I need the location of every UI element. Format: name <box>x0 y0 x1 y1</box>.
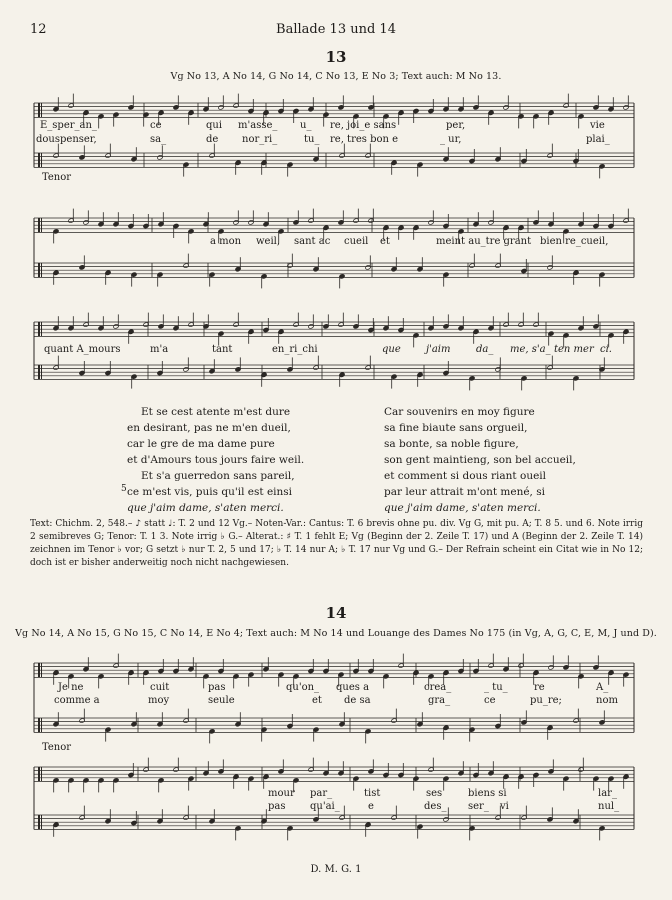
syllable: j'aim <box>426 344 451 355</box>
poem-line: que j'aim dame, s'aten merci. <box>127 502 284 514</box>
poem-line: Car souvenirs en moy figure <box>384 406 535 418</box>
syllable: e <box>368 801 374 812</box>
clef-icon <box>38 767 40 781</box>
b13-tenor-label: Tenor <box>42 172 72 183</box>
running-title: Ballade 13 und 14 <box>276 22 396 37</box>
critical-notes: Text: Chichm. 2, 548.– ♪ statt ♩: T. 2 und 12 Vg.– Noten-Var.: Cantus: T. 6 brevis ohne pu. div. Vg G, mit pu. A; T. 8 5. und 6. Note irrig 2 semibreves G; Tenor: T. 1 3. Note irrig ♭ G.– Alterat.: ♯ T. 1 fehlt E; Vg (Beginn der 2. Zeile T. 17) und A (Beginn der 2. Zeile T. 14) zeichnen im Tenor ♭ vor; G setzt ♭ nur T. 2, 5 und 17; ♭ T. 14 nur A; ♭ T. 17 nur Vg und G.– Der Refrain scheint ein Citat wie in No 12; doch ist er bisher anderweitig noch nicht nachgewiesen. <box>30 519 643 568</box>
syllable: qui <box>206 120 223 131</box>
syllable: re, tres bon e <box>330 134 399 145</box>
syllable: nom <box>596 695 618 706</box>
syllable: gra_ <box>428 695 451 706</box>
poem-line: en desirant, pas ne m'en dueil, <box>127 422 291 434</box>
syllable: Je ne <box>58 682 84 693</box>
clef-icon <box>41 103 42 117</box>
syllable: crea_ <box>424 682 452 693</box>
syllable: m'asse_ <box>238 120 278 131</box>
syllable: quant A_mours <box>44 344 121 355</box>
syllable: tant <box>212 344 233 355</box>
syllable: tist <box>364 788 381 799</box>
syllable: et <box>380 236 390 247</box>
syllable: cuit <box>150 682 170 693</box>
syllable: de <box>206 134 219 145</box>
syllable: biens si <box>468 788 507 799</box>
syllable: A_ <box>596 682 609 693</box>
clef-icon <box>41 718 42 732</box>
ballade-13-number: 13 <box>325 48 347 66</box>
poem-line: ce m'est vis, puis qu'il est einsi <box>127 486 293 498</box>
ballade-14-sources: Vg No 14, A No 15, G No 15, C No 14, E No 4; Text auch: M No 14 und Louange des Dames No 175 (in Vg, A, G, C, E, M, J und D). <box>15 628 657 639</box>
clef-icon <box>38 365 40 379</box>
syllable: _ ur, <box>440 134 462 145</box>
syllable: m'a <box>150 344 169 355</box>
syllable: ce <box>484 695 496 706</box>
syllable: que <box>382 344 401 355</box>
ballade-13-sources: Vg No 13, A No 14, G No 14, C No 13, E No 3; Text auch: M No 13. <box>170 71 502 82</box>
syllable: meint au_tre grant <box>436 236 532 247</box>
clef-icon <box>38 718 40 732</box>
clef-icon <box>38 103 40 117</box>
syllable: lar_ <box>598 788 617 799</box>
syllable: nul_ <box>598 801 620 812</box>
syllable: vie <box>590 120 605 131</box>
clef-icon <box>41 365 42 379</box>
poem-line: et d'Amours tous jours faire weil. <box>127 454 305 466</box>
syllable: vi <box>500 801 509 812</box>
page-number: 12 <box>30 22 47 37</box>
syllable: mour <box>268 788 295 799</box>
syllable: me, s'a_ <box>510 344 551 355</box>
clef-icon <box>41 153 42 167</box>
syllable: da_ <box>476 344 494 355</box>
poem-line: Et se cest atente m'est dure <box>141 406 291 418</box>
verse-number: 5 <box>121 484 127 494</box>
syllable: ci. <box>600 344 612 355</box>
syllable: de sa <box>344 695 371 706</box>
syllable: des_ <box>424 801 447 812</box>
poem-stanza-right <box>384 404 576 516</box>
poem-line: et comment si dous riant oueil <box>384 470 547 482</box>
syllable: et <box>312 695 322 706</box>
poem-line: que j'aim dame, s'aten merci. <box>384 502 541 514</box>
syllable: ten mer <box>554 344 594 355</box>
syllable: pu_re; <box>530 695 562 706</box>
syllable: qu'on_ <box>286 682 320 693</box>
syllable: ques a <box>336 682 370 693</box>
clef-icon <box>38 322 40 336</box>
poem-line: Et s'a guerredon sans pareil, <box>141 470 295 482</box>
poem-line: sa fine biaute sans orgueil, <box>384 422 528 434</box>
syllable: sa_ <box>150 134 167 145</box>
syllable: sant ac <box>294 236 331 247</box>
clef-icon <box>41 218 42 232</box>
syllable: seule <box>208 695 235 706</box>
ballade-14-number: 14 <box>325 604 347 622</box>
clef-icon <box>38 218 40 232</box>
syllable: plai_ <box>586 134 610 145</box>
poem-stanza-left <box>127 404 304 516</box>
syllable: re, joi_e sans <box>330 120 397 131</box>
clef-icon <box>41 767 42 781</box>
syllable: qu'ai_ <box>310 801 340 812</box>
syllable: _ tu_ <box>484 682 508 693</box>
syllable: weil, <box>256 236 281 247</box>
clef-icon <box>38 153 40 167</box>
syllable: per, <box>446 120 466 131</box>
syllable: bien re_cueil, <box>540 236 609 247</box>
syllable: a mon <box>210 236 242 247</box>
syllable: u_ <box>300 120 312 131</box>
syllable: re <box>534 682 545 693</box>
poem-line: car le gre de ma dame pure <box>127 438 275 450</box>
clef-icon <box>41 322 42 336</box>
clef-icon <box>38 815 40 829</box>
syllable: moy <box>148 695 170 706</box>
syllable: pas <box>208 682 226 693</box>
syllable: douspenser, <box>36 134 97 145</box>
syllable: nor_ri_ <box>242 134 278 145</box>
footer-label: D. M. G. 1 <box>310 864 362 875</box>
clef-icon <box>38 663 40 677</box>
clef-icon <box>38 263 40 277</box>
poem-line: sa bonte, sa noble figure, <box>384 438 519 450</box>
clef-icon <box>41 663 42 677</box>
poem-line: par leur attrait m'ont mené, si <box>384 486 545 498</box>
syllable: ce <box>150 120 162 131</box>
poem-line: son gent maintieng, son bel accueil, <box>384 454 576 466</box>
syllable: tu_ <box>304 134 320 145</box>
b14-tenor-label: Tenor <box>42 742 72 753</box>
syllable: cueil <box>344 236 369 247</box>
clef-icon <box>41 263 42 277</box>
syllable: en_ri_chi <box>272 344 318 355</box>
syllable: pas <box>268 801 286 812</box>
syllable: E_sper_an_ <box>40 120 97 131</box>
syllable: ses <box>426 788 443 799</box>
syllable: par_ <box>310 788 333 799</box>
clef-icon <box>41 815 42 829</box>
syllable: comme a <box>54 695 100 706</box>
syllable: ser_ <box>468 801 489 812</box>
